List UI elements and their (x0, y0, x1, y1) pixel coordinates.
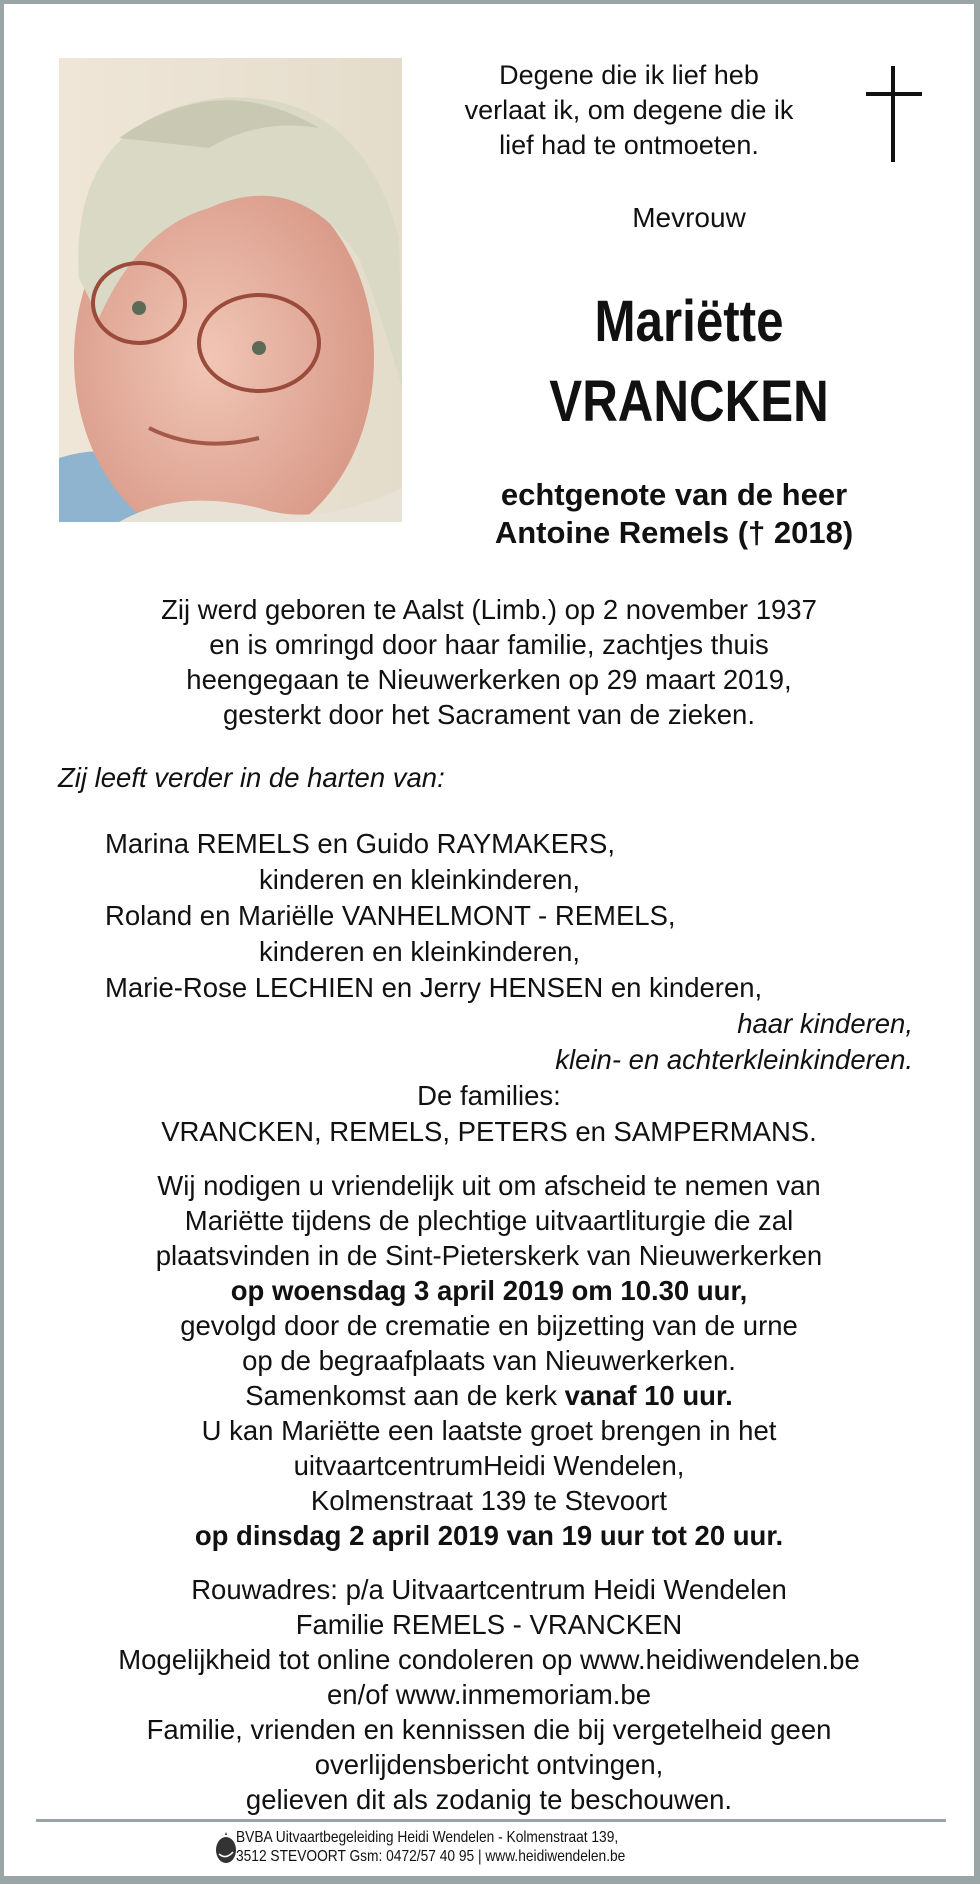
text-line: plaatsvinden in de Sint-Pieterskerk van Nieuwerkerken (155, 1240, 823, 1271)
mourning-address (4, 1572, 974, 1817)
footer-line: BVBA Uitvaartbegeleiding Heidi Wendelen - Kolmenstraat 139, (236, 1829, 619, 1846)
condolence-link[interactable]: Mogelijkheid tot online condoleren op www.heidiwendelen.be (118, 1644, 860, 1675)
family-line: kinderen en kleinkinderen, (259, 864, 581, 895)
family-line: Marie-Rose LECHIEN en Jerry HENSEN en kinderen, (105, 972, 763, 1003)
gathering-text: Samenkomst aan de kerk (245, 1380, 565, 1411)
spouse-line: Antoine Remels († 2018) (494, 515, 854, 550)
family-right (4, 1006, 913, 1078)
condolence-link[interactable]: en/of www.inmemoriam.be (326, 1679, 651, 1710)
funeral-home-footer (236, 1828, 625, 1866)
spouse-line: echtgenote van de heer (500, 477, 848, 512)
obituary-card (4, 4, 974, 1876)
spouse-info (424, 476, 924, 552)
text-line: heengegaan te Nieuwerkerken op 29 maart 2019, (186, 664, 792, 695)
quote-line: verlaat ik, om degene die ik (464, 95, 794, 125)
first-name: Mariëtte (594, 289, 784, 354)
survivors-intro: Zij leeft verder in de harten van: (58, 762, 445, 793)
portrait-photo (59, 58, 402, 522)
text-line: U kan Mariëtte een laatste groet brengen in het (201, 1415, 777, 1446)
funeral-info (4, 1168, 974, 1553)
text-line: Zij werd geboren te Aalst (Limb.) op 2 november 1937 (161, 594, 817, 625)
visitation-date: op dinsdag 2 april 2019 van 19 uur tot 20 uur. (194, 1520, 784, 1551)
funeral-home-logo-icon (214, 1830, 238, 1866)
footer-line: 3512 STEVOORT Gsm: 0472/57 40 95 | www.heidiwendelen.be (236, 1848, 626, 1865)
cross-icon (866, 66, 922, 162)
quote-line: Degene die ik lief heb (499, 60, 759, 90)
families-names: VRANCKEN, REMELS, PETERS en SAMPERMANS. (161, 1116, 817, 1147)
text-line: uitvaartcentrumHeidi Wendelen, (293, 1450, 685, 1481)
text-line: Wij nodigen u vriendelijk uit om afscheid te nemen van (157, 1170, 821, 1201)
text-line: overlijdensbericht ontvingen, (314, 1749, 664, 1780)
deceased-name (515, 282, 864, 442)
text-line: Kolmenstraat 139 te Stevoort (310, 1485, 668, 1516)
divider (36, 1819, 946, 1822)
text-line: Familie REMELS - VRANCKEN (295, 1609, 683, 1640)
text-line: Rouwadres: p/a Uitvaartcentrum Heidi Wendelen (191, 1574, 787, 1605)
gathering-time: vanaf 10 uur. (564, 1380, 733, 1411)
text-line: gevolgd door de crematie en bijzetting van de urne (180, 1310, 798, 1341)
families (4, 1078, 974, 1150)
title: Mevrouw (632, 202, 746, 233)
text-line: Mariëtte tijdens de plechtige uitvaartliturgie die zal (184, 1205, 794, 1236)
last-name: VRANCKEN (549, 369, 829, 434)
family-line: kinderen en kleinkinderen, (259, 936, 581, 967)
funeral-date: op woensdag 3 april 2019 om 10.30 uur, (230, 1275, 748, 1306)
text-line: en is omringd door haar familie, zachtjes thuis (209, 629, 769, 660)
family-line: Marina REMELS en Guido RAYMAKERS, (105, 828, 615, 859)
text-line: Familie, vrienden en kennissen die bij vergetelheid geen (146, 1714, 832, 1745)
families-label: De families: (417, 1080, 561, 1111)
memorial-quote (404, 58, 854, 163)
family-line: haar kinderen, (737, 1008, 913, 1039)
birth-death-text (4, 592, 974, 732)
family-line: klein- en achterkleinkinderen. (555, 1044, 913, 1075)
text-line: gesterkt door het Sacrament van de zieken. (223, 699, 755, 730)
text-line: gelieven dit als zodanig te beschouwen. (245, 1784, 733, 1815)
family-list (105, 826, 762, 1006)
quote-line: lief had te ontmoeten. (499, 130, 759, 160)
text-line: op de begraafplaats van Nieuwerkerken. (242, 1345, 736, 1376)
text-line (4, 1378, 974, 1413)
family-line: Roland en Mariëlle VANHELMONT - REMELS, (105, 900, 676, 931)
